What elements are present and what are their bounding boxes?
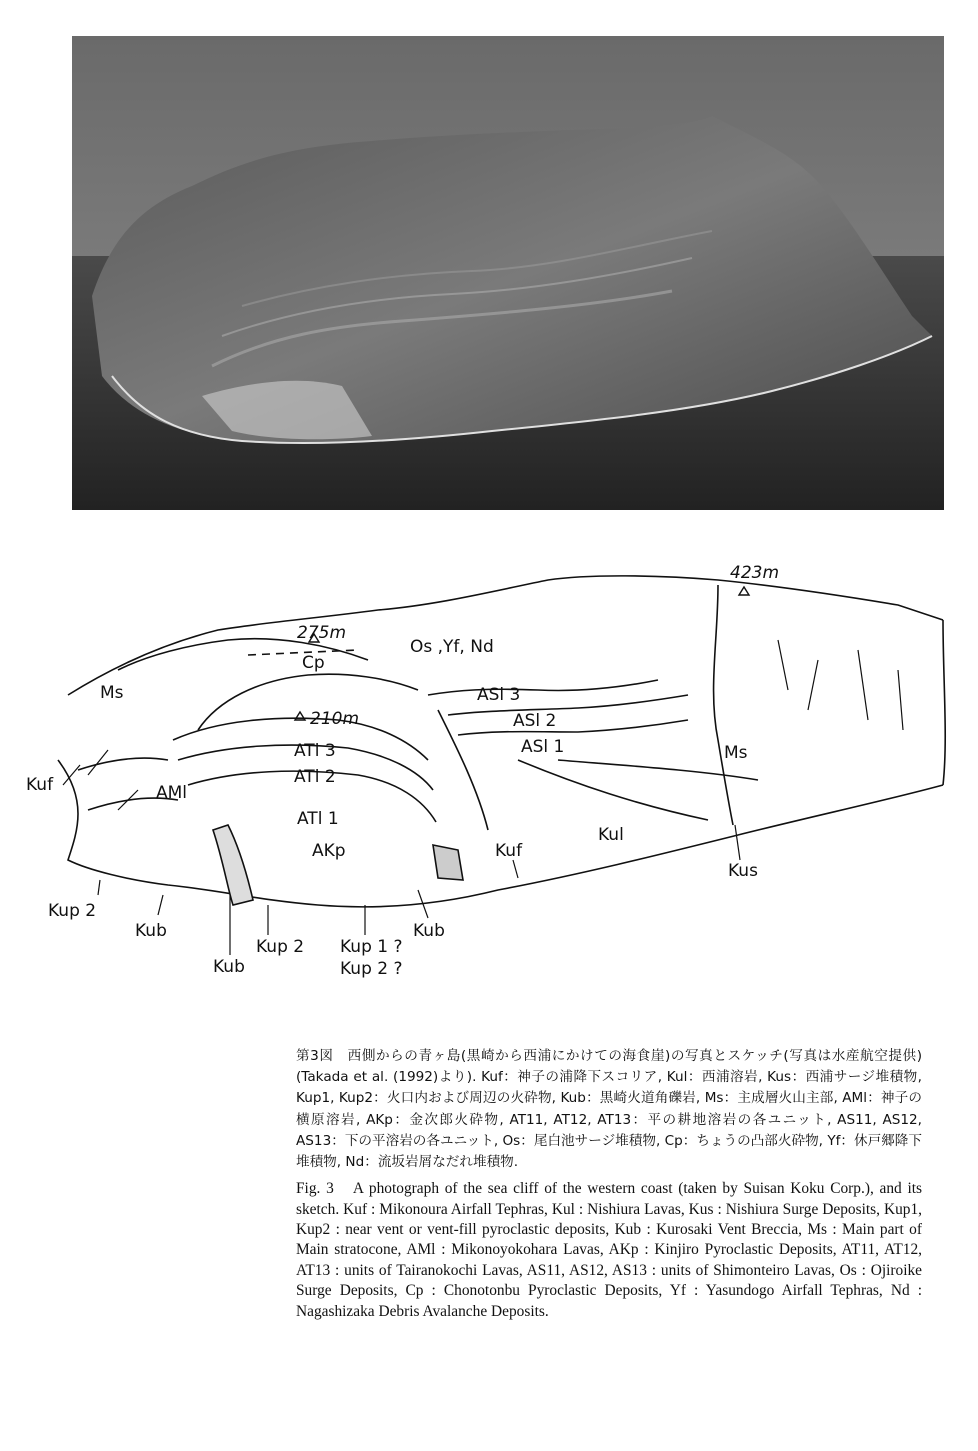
- label-atl2: ATl 2: [294, 767, 336, 787]
- aerial-photo: [72, 36, 944, 510]
- caption-english: Fig. 3 A photograph of the sea cliff of the western coast (taken by Suisan Koku Corp.), and its sketch. Kuf : Mikonoura Airfall Tephras, Kul : Nishiura Lavas, Kus : Nishiura Surge Deposits, Kup1, Kup2 : near vent or vent-fill pyroclastic deposits, Kub : Kurosaki Vent Breccia, Ms : Main part of Main stratocone, AMl : Mikonoyokohara Lavas, AKp : Kinjiro Pyroclastic Deposits, AT11, AT12, AT13 : units of Tairanokochi Lavas, AS11, AS12, AS13 : units of Shimonteiro Lavas, Os : Ojiroike Surge Deposits, Cp : Chonotonbu Pyroclastic Deposits, Yf : Yasundogo Airfall Tephras, Nd : Nagashizaka Debris Avalanche Deposits.: [296, 1180, 922, 1320]
- caption-japanese: 第3図 西側からの青ヶ島(黒崎から西浦にかけての海食崖)の写真とスケッチ(写真は水産航空提供)(Takada et al. (1992)より). Kuf：神子の浦降下スコリア, Kul：西浦溶岩, Kus：西浦サージ堆積物, Kup1, Kup2：火口内および周辺の火砕物, Kub：黒崎火道角礫岩, Ms：主成層火山主部, AMl：神子の横原溶岩, AKp：金次郎火砕物, AT11, AT12, AT13：平の耕地溶岩の各ユニット, AS11, AS12, AS13：下の平溶岩の各ユニット, Os：尾白池サージ堆積物, Cp：ちょうの凸部火砕物, Yf：休戸郷降下堆積物, Nd：流坂岩屑なだれ堆積物.: [296, 1048, 922, 1171]
- elev-275: 275m: [297, 623, 347, 643]
- label-os-yf-nd: Os ,Yf, Nd: [410, 637, 494, 657]
- label-akp: AKp: [312, 841, 346, 861]
- label-cp: Cp: [302, 653, 325, 673]
- label-kuf-left: Kuf: [26, 775, 54, 795]
- arrow-kup2-left-icon: [98, 880, 100, 895]
- label-ms-right: Ms: [724, 743, 748, 763]
- label-kul: Kul: [598, 825, 624, 845]
- arrow-kuf-mid-icon: [513, 860, 518, 878]
- label-kup1q: Kup 1 ?: [340, 937, 403, 957]
- elev-210: 210m: [310, 709, 360, 729]
- label-atl3: ATl 3: [294, 741, 336, 761]
- label-kup2-mid: Kup 2: [256, 937, 305, 957]
- label-kub-2: Kub: [213, 957, 245, 977]
- peak-423-icon: [739, 587, 749, 595]
- label-kub-3: Kub: [413, 921, 445, 941]
- geological-sketch: [18, 560, 963, 990]
- label-asl1: ASl 1: [521, 737, 565, 757]
- label-kup2-left: Kup 2: [48, 901, 97, 921]
- figure-caption: [296, 1046, 922, 1322]
- label-kuf-mid: Kuf: [495, 841, 523, 861]
- arrow-kub-1-icon: [158, 895, 163, 915]
- label-asl2: ASl 2: [513, 711, 557, 731]
- elev-423: 423m: [730, 563, 780, 583]
- label-kup2q: Kup 2 ?: [340, 959, 403, 979]
- label-aml: AMl: [156, 783, 188, 803]
- label-kus: Kus: [728, 861, 758, 881]
- island-photo-image: [72, 36, 944, 510]
- label-kub-1: Kub: [135, 921, 167, 941]
- label-ms-left: Ms: [100, 683, 124, 703]
- label-atl1: ATl 1: [297, 809, 339, 829]
- label-asl3: ASl 3: [477, 685, 521, 705]
- arrow-kus-icon: [735, 825, 740, 860]
